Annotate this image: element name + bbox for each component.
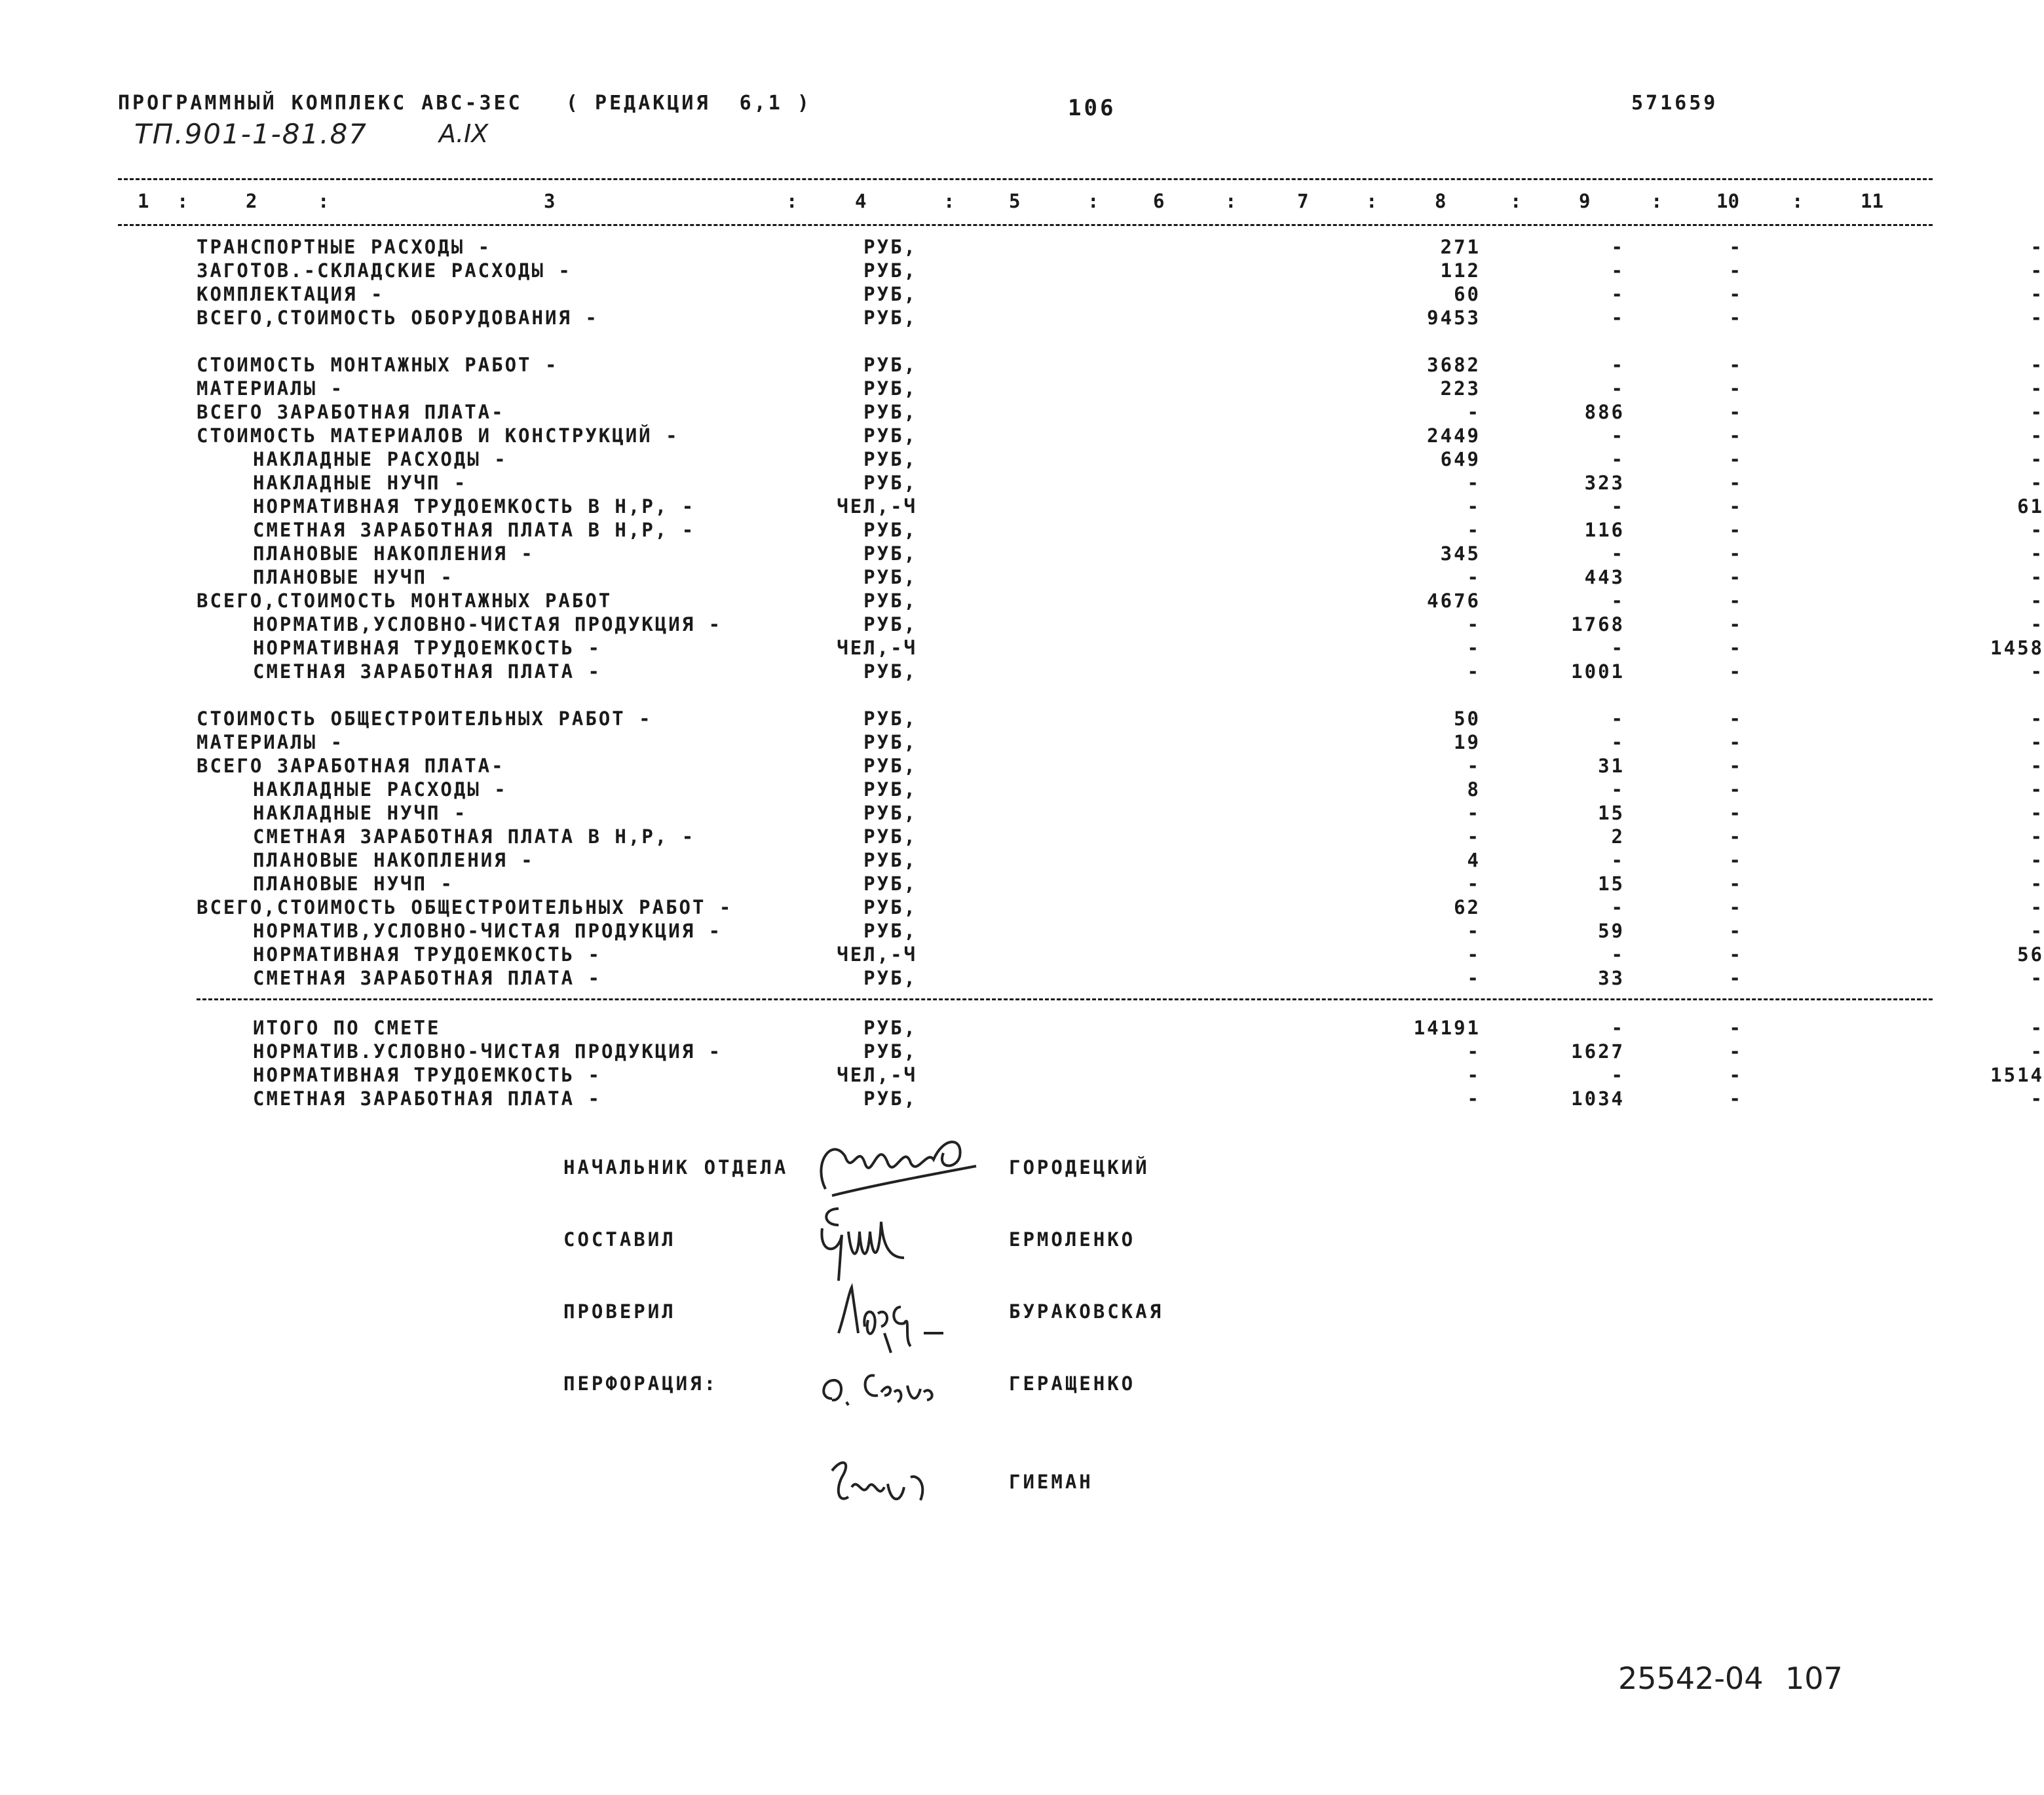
row-label: НОРМАТИВНАЯ ТРУДОЕМКОСТЬ - (253, 1064, 601, 1086)
cell-col-11: - (2030, 1040, 2044, 1063)
cell-col-9: - (1729, 731, 1743, 753)
row-label: СМЕТНАЯ ЗАРАБОТНАЯ ПЛАТА В Н,Р, - (253, 825, 696, 848)
cell-col-8: - (1611, 354, 1625, 376)
row-label: НАКЛАДНЫЕ РАСХОДЫ - (253, 778, 508, 801)
table-row (118, 755, 2044, 777)
row-label: НОРМАТИВ,УСЛОВНО-ЧИСТАЯ ПРОДУКЦИЯ - (253, 613, 723, 635)
row-unit: ЧЕЛ,-Ч (837, 637, 917, 659)
cell-col-7: 112 (1440, 259, 1481, 282)
cell-col-7: 223 (1440, 377, 1481, 400)
cell-col-11: - (2030, 566, 2044, 588)
cell-col-8: 323 (1584, 472, 1625, 494)
row-label: НОРМАТИВНАЯ ТРУДОЕМКОСТЬ - (253, 943, 601, 966)
cell-col-7: 9453 (1427, 307, 1481, 329)
signature-scribble-4 (812, 1340, 956, 1418)
cell-col-8: 2 (1611, 825, 1625, 848)
cell-col-8: 33 (1598, 967, 1625, 989)
cell-col-8: 443 (1584, 566, 1625, 588)
table-row (118, 377, 2044, 400)
row-label: ТРАНСПОРТНЫЕ РАСХОДЫ - (197, 236, 492, 258)
cell-col-8: - (1611, 708, 1625, 730)
row-unit: РУБ, (863, 259, 917, 282)
cell-col-11: - (2030, 401, 2044, 423)
cell-col-8: - (1611, 778, 1625, 801)
table-row (118, 778, 2044, 801)
table-row (118, 849, 2044, 871)
table-row (118, 590, 2044, 612)
table-row (118, 1064, 2044, 1086)
row-unit: РУБ, (863, 613, 917, 635)
cell-col-7: - (1467, 755, 1481, 777)
cell-col-9: - (1729, 472, 1743, 494)
cell-col-11: 1514 (1990, 1064, 2044, 1086)
cell-col-8: - (1611, 731, 1625, 753)
cell-col-7: 19 (1454, 731, 1481, 753)
cell-col-9: - (1729, 1040, 1743, 1063)
table-row (118, 873, 2044, 895)
signature-role: НАЧАЛЬНИК ОТДЕЛА (563, 1156, 789, 1179)
cell-col-11: - (2030, 236, 2044, 258)
cell-col-11: - (2030, 590, 2044, 612)
cell-col-9: - (1729, 354, 1743, 376)
cell-col-9: - (1729, 613, 1743, 635)
row-label: СМЕТНАЯ ЗАРАБОТНАЯ ПЛАТА В Н,Р, - (253, 519, 696, 541)
cell-col-9: - (1729, 283, 1743, 305)
cell-col-9: - (1729, 590, 1743, 612)
cell-col-7: 345 (1440, 542, 1481, 565)
header-rule-top (118, 178, 1933, 180)
cell-col-7: - (1467, 920, 1481, 942)
col-10: 10 (1716, 190, 1739, 212)
row-label: ВСЕГО,СТОИМОСТЬ ОБОРУДОВАНИЯ - (197, 307, 599, 329)
row-label: СТОИМОСТЬ ОБЩЕСТРОИТЕЛЬНЫХ РАБОТ - (197, 708, 653, 730)
cell-col-7: 649 (1440, 448, 1481, 470)
row-unit: РУБ, (863, 472, 917, 494)
cell-col-11: - (2030, 873, 2044, 895)
cell-col-11: - (2030, 307, 2044, 329)
row-unit: ЧЕЛ,-Ч (837, 943, 917, 966)
col-4: 4 (855, 190, 867, 212)
cell-col-7: 60 (1454, 283, 1481, 305)
row-label: НОРМАТИВ.УСЛОВНО-ЧИСТАЯ ПРОДУКЦИЯ - (253, 1040, 723, 1063)
row-unit: РУБ, (863, 920, 917, 942)
cell-col-9: - (1729, 660, 1743, 683)
row-unit: РУБ, (863, 802, 917, 824)
cell-col-9: - (1729, 1064, 1743, 1086)
table-row (118, 920, 2044, 942)
cell-col-7: - (1467, 566, 1481, 588)
cell-col-7: - (1467, 825, 1481, 848)
cell-col-11: - (2030, 708, 2044, 730)
cell-col-7: 271 (1440, 236, 1481, 258)
row-label: КОМПЛЕКТАЦИЯ - (197, 283, 385, 305)
row-label: ВСЕГО,СТОИМОСТЬ МОНТАЖНЫХ РАБОТ (197, 590, 613, 612)
cell-col-8: 1034 (1571, 1087, 1625, 1110)
row-unit: РУБ, (863, 283, 917, 305)
cell-col-11: - (2030, 1087, 2044, 1110)
cell-col-9: - (1729, 519, 1743, 541)
row-unit: РУБ, (863, 1040, 917, 1063)
column-header-row: 1 : 2 : 3 : 4 : 5 : 6 : 7 : 8 : 9 : 10 : 11 (138, 190, 1883, 212)
col-3: 3 (544, 190, 556, 212)
cell-col-8: - (1611, 542, 1625, 565)
cell-col-9: - (1729, 849, 1743, 871)
table-row (118, 472, 2044, 494)
project-code: ТП.901-1-81.87 (134, 118, 368, 150)
cell-col-9: - (1729, 259, 1743, 282)
cell-col-9: - (1729, 873, 1743, 895)
cell-col-7: - (1467, 943, 1481, 966)
row-unit: РУБ, (863, 590, 917, 612)
table-row (118, 566, 2044, 588)
table-row (118, 967, 2044, 989)
table-row (118, 354, 2044, 376)
cell-col-7: - (1467, 637, 1481, 659)
cell-col-11: - (2030, 967, 2044, 989)
row-unit: РУБ, (863, 849, 917, 871)
cell-col-8: - (1611, 448, 1625, 470)
cell-col-7: - (1467, 613, 1481, 635)
row-unit: РУБ, (863, 778, 917, 801)
cell-col-11: - (2030, 448, 2044, 470)
cell-col-11: - (2030, 542, 2044, 565)
row-label: ПЛАНОВЫЕ НУЧП - (253, 566, 454, 588)
col-8: 8 (1435, 190, 1447, 212)
cell-col-11: - (2030, 1017, 2044, 1039)
cell-col-7: - (1467, 1087, 1481, 1110)
row-label: ПЛАНОВЫЕ НАКОПЛЕНИЯ - (253, 542, 535, 565)
cell-col-11: - (2030, 377, 2044, 400)
cell-col-9: - (1729, 377, 1743, 400)
cell-col-11: - (2030, 283, 2044, 305)
row-unit: РУБ, (863, 566, 917, 588)
footer-handwritten-page: 107 (1785, 1661, 1843, 1696)
row-label: СМЕТНАЯ ЗАРАБОТНАЯ ПЛАТА - (253, 967, 601, 989)
row-label: СТОИМОСТЬ МОНТАЖНЫХ РАБОТ - (197, 354, 559, 376)
cell-col-7: 62 (1454, 896, 1481, 918)
table-row (118, 519, 2044, 541)
cell-col-9: - (1729, 637, 1743, 659)
col-5: 5 (1009, 190, 1021, 212)
cell-col-11: - (2030, 920, 2044, 942)
table-row (118, 425, 2044, 447)
row-unit: РУБ, (863, 708, 917, 730)
col-9: 9 (1579, 190, 1591, 212)
row-unit: РУБ, (863, 307, 917, 329)
cell-col-9: - (1729, 1017, 1743, 1039)
signature-name: ЕРМОЛЕНКО (1009, 1228, 1136, 1251)
cell-col-11: - (2030, 472, 2044, 494)
table-row (118, 731, 2044, 753)
cell-col-8: - (1611, 495, 1625, 518)
cell-col-9: - (1729, 778, 1743, 801)
signature-role: ПРОВЕРИЛ (563, 1300, 676, 1323)
cell-col-9: - (1729, 967, 1743, 989)
row-unit: РУБ, (863, 448, 917, 470)
cell-col-7: 3682 (1427, 354, 1481, 376)
table-row (118, 660, 2044, 683)
cell-col-11: - (2030, 731, 2044, 753)
cell-col-11: - (2030, 802, 2044, 824)
signature-scribble-1 (812, 1124, 983, 1202)
row-unit: РУБ, (863, 236, 917, 258)
cell-col-11: - (2030, 354, 2044, 376)
cell-col-8: 59 (1598, 920, 1625, 942)
cell-col-11: - (2030, 755, 2044, 777)
table-row (118, 283, 2044, 305)
cell-col-8: 116 (1584, 519, 1625, 541)
row-unit: РУБ, (863, 967, 917, 989)
footer-handwritten-number: 25542-04 (1618, 1661, 1764, 1696)
col-7: 7 (1297, 190, 1309, 212)
table-row (118, 1040, 2044, 1063)
cell-col-8: 1001 (1571, 660, 1625, 683)
row-unit: РУБ, (863, 377, 917, 400)
row-unit: РУБ, (863, 825, 917, 848)
cell-col-7: 14191 (1413, 1017, 1481, 1039)
cell-col-8: - (1611, 425, 1625, 447)
row-unit: ЧЕЛ,-Ч (837, 1064, 917, 1086)
cell-col-8: - (1611, 1064, 1625, 1086)
row-label: НОРМАТИВНАЯ ТРУДОЕМКОСТЬ В Н,Р, - (253, 495, 696, 518)
row-label: НАКЛАДНЫЕ НУЧП - (253, 802, 468, 824)
table-row (118, 542, 2044, 565)
cell-col-8: - (1611, 637, 1625, 659)
cell-col-11: - (2030, 896, 2044, 918)
cell-col-7: 4 (1467, 849, 1481, 871)
cell-col-8: 31 (1598, 755, 1625, 777)
col-2: 2 (246, 190, 257, 212)
cell-col-7: - (1467, 873, 1481, 895)
table-row (118, 259, 2044, 282)
row-label: НАКЛАДНЫЕ НУЧП - (253, 472, 468, 494)
col-6: 6 (1153, 190, 1165, 212)
cell-col-7: 8 (1467, 778, 1481, 801)
cell-col-8: 886 (1584, 401, 1625, 423)
cell-col-11: - (2030, 660, 2044, 683)
cell-col-7: - (1467, 519, 1481, 541)
cell-col-9: - (1729, 307, 1743, 329)
table-row (118, 943, 2044, 966)
row-label: СТОИМОСТЬ МАТЕРИАЛОВ И КОНСТРУКЦИЙ - (197, 425, 679, 447)
cell-col-11: - (2030, 613, 2044, 635)
signature-name: БУРАКОВСКАЯ (1009, 1300, 1164, 1323)
signature-name: ГЕРАЩЕНКО (1009, 1372, 1136, 1395)
row-label: ВСЕГО ЗАРАБОТНАЯ ПЛАТА- (197, 755, 505, 777)
table-row (118, 1017, 2044, 1039)
cell-col-9: - (1729, 896, 1743, 918)
cell-col-8: - (1611, 377, 1625, 400)
row-unit: РУБ, (863, 1017, 917, 1039)
table-row (118, 825, 2044, 848)
cell-col-7: - (1467, 967, 1481, 989)
cell-col-9: - (1729, 1087, 1743, 1110)
cell-col-9: - (1729, 542, 1743, 565)
row-label: ПЛАНОВЫЕ НУЧП - (253, 873, 454, 895)
cell-col-9: - (1729, 802, 1743, 824)
cell-col-9: - (1729, 495, 1743, 518)
row-label: СМЕТНАЯ ЗАРАБОТНАЯ ПЛАТА - (253, 660, 601, 683)
cell-col-8: - (1611, 236, 1625, 258)
row-label: НОРМАТИВНАЯ ТРУДОЕМКОСТЬ - (253, 637, 601, 659)
table-row (118, 307, 2044, 329)
cell-col-8: - (1611, 590, 1625, 612)
cell-col-7: - (1467, 472, 1481, 494)
cell-col-11: 1458 (1990, 637, 2044, 659)
cell-col-11: - (2030, 519, 2044, 541)
cell-col-7: - (1467, 401, 1481, 423)
cell-col-11: - (2030, 425, 2044, 447)
row-unit: РУБ, (863, 731, 917, 753)
row-label: ВСЕГО ЗАРАБОТНАЯ ПЛАТА- (197, 401, 505, 423)
cell-col-8: - (1611, 259, 1625, 282)
cell-col-9: - (1729, 825, 1743, 848)
row-label: ПЛАНОВЫЕ НАКОПЛЕНИЯ - (253, 849, 535, 871)
album-code: А.IX (439, 119, 489, 148)
doc-code: 571659 (1631, 92, 1718, 115)
cell-col-11: - (2030, 849, 2044, 871)
col-11: 11 (1861, 190, 1883, 212)
cell-col-8: 15 (1598, 873, 1625, 895)
cell-col-8: - (1611, 283, 1625, 305)
table-row (118, 896, 2044, 918)
table-row (118, 802, 2044, 824)
cell-col-7: 2449 (1427, 425, 1481, 447)
row-unit: РУБ, (863, 873, 917, 895)
row-unit: РУБ, (863, 425, 917, 447)
program-line: ПРОГРАММНЫЙ КОМПЛЕКС АВС-3ЕС ( РЕДАКЦИЯ 6,1 ) (118, 92, 812, 115)
totals-rule (197, 998, 1933, 1000)
row-unit: РУБ, (863, 660, 917, 683)
row-unit: РУБ, (863, 1087, 917, 1110)
cell-col-8: 15 (1598, 802, 1625, 824)
row-label: НАКЛАДНЫЕ РАСХОДЫ - (253, 448, 508, 470)
cell-col-11: 61 (2017, 495, 2044, 518)
cell-col-11: - (2030, 259, 2044, 282)
cell-col-7: - (1467, 1040, 1481, 1063)
row-unit: РУБ, (863, 542, 917, 565)
row-label: СМЕТНАЯ ЗАРАБОТНАЯ ПЛАТА - (253, 1087, 601, 1110)
table-row (118, 401, 2044, 423)
cell-col-7: - (1467, 802, 1481, 824)
row-unit: ЧЕЛ,-Ч (837, 495, 917, 518)
signature-scribble-5 (812, 1438, 956, 1517)
row-label: ИТОГО ПО СМЕТЕ (253, 1017, 441, 1039)
cell-col-8: - (1611, 896, 1625, 918)
table-row (118, 236, 2044, 258)
cell-col-8: - (1611, 849, 1625, 871)
cell-col-11: 56 (2017, 943, 2044, 966)
cell-col-9: - (1729, 401, 1743, 423)
cell-col-8: - (1611, 943, 1625, 966)
row-label: НОРМАТИВ,УСЛОВНО-ЧИСТАЯ ПРОДУКЦИЯ - (253, 920, 723, 942)
cell-col-8: - (1611, 307, 1625, 329)
cell-col-9: - (1729, 708, 1743, 730)
table-row (118, 708, 2044, 730)
cell-col-9: - (1729, 236, 1743, 258)
cell-col-8: 1768 (1571, 613, 1625, 635)
cell-col-9: - (1729, 943, 1743, 966)
table-row (118, 637, 2044, 659)
signature-name: ГИЕМАН (1009, 1471, 1093, 1493)
table-row (118, 448, 2044, 470)
row-unit: РУБ, (863, 401, 917, 423)
table-row (118, 1087, 2044, 1110)
cell-col-11: - (2030, 778, 2044, 801)
header-rule-bottom (118, 224, 1933, 226)
signature-role: СОСТАВИЛ (563, 1228, 676, 1251)
page-number: 106 (1068, 95, 1116, 121)
cell-col-8: 1627 (1571, 1040, 1625, 1063)
cell-col-7: 4676 (1427, 590, 1481, 612)
cell-col-7: 50 (1454, 708, 1481, 730)
row-label: ВСЕГО,СТОИМОСТЬ ОБЩЕСТРОИТЕЛЬНЫХ РАБОТ - (197, 896, 733, 918)
signature-name: ГОРОДЕЦКИЙ (1009, 1156, 1150, 1179)
cell-col-9: - (1729, 425, 1743, 447)
cell-col-11: - (2030, 825, 2044, 848)
row-unit: РУБ, (863, 755, 917, 777)
col-1: 1 (138, 190, 149, 212)
cell-col-9: - (1729, 920, 1743, 942)
cell-col-7: - (1467, 1064, 1481, 1086)
table-row (118, 613, 2044, 635)
row-label: МАТЕРИАЛЫ - (197, 731, 345, 753)
cell-col-9: - (1729, 448, 1743, 470)
cell-col-9: - (1729, 755, 1743, 777)
cell-col-8: - (1611, 1017, 1625, 1039)
cell-col-9: - (1729, 566, 1743, 588)
signature-role: ПЕРФОРАЦИЯ: (563, 1372, 719, 1395)
cell-col-7: - (1467, 660, 1481, 683)
row-unit: РУБ, (863, 519, 917, 541)
table-row (118, 495, 2044, 518)
row-label: ЗАГОТОВ.-СКЛАДСКИЕ РАСХОДЫ - (197, 259, 572, 282)
cell-col-7: - (1467, 495, 1481, 518)
row-unit: РУБ, (863, 896, 917, 918)
row-label: МАТЕРИАЛЫ - (197, 377, 345, 400)
row-unit: РУБ, (863, 354, 917, 376)
